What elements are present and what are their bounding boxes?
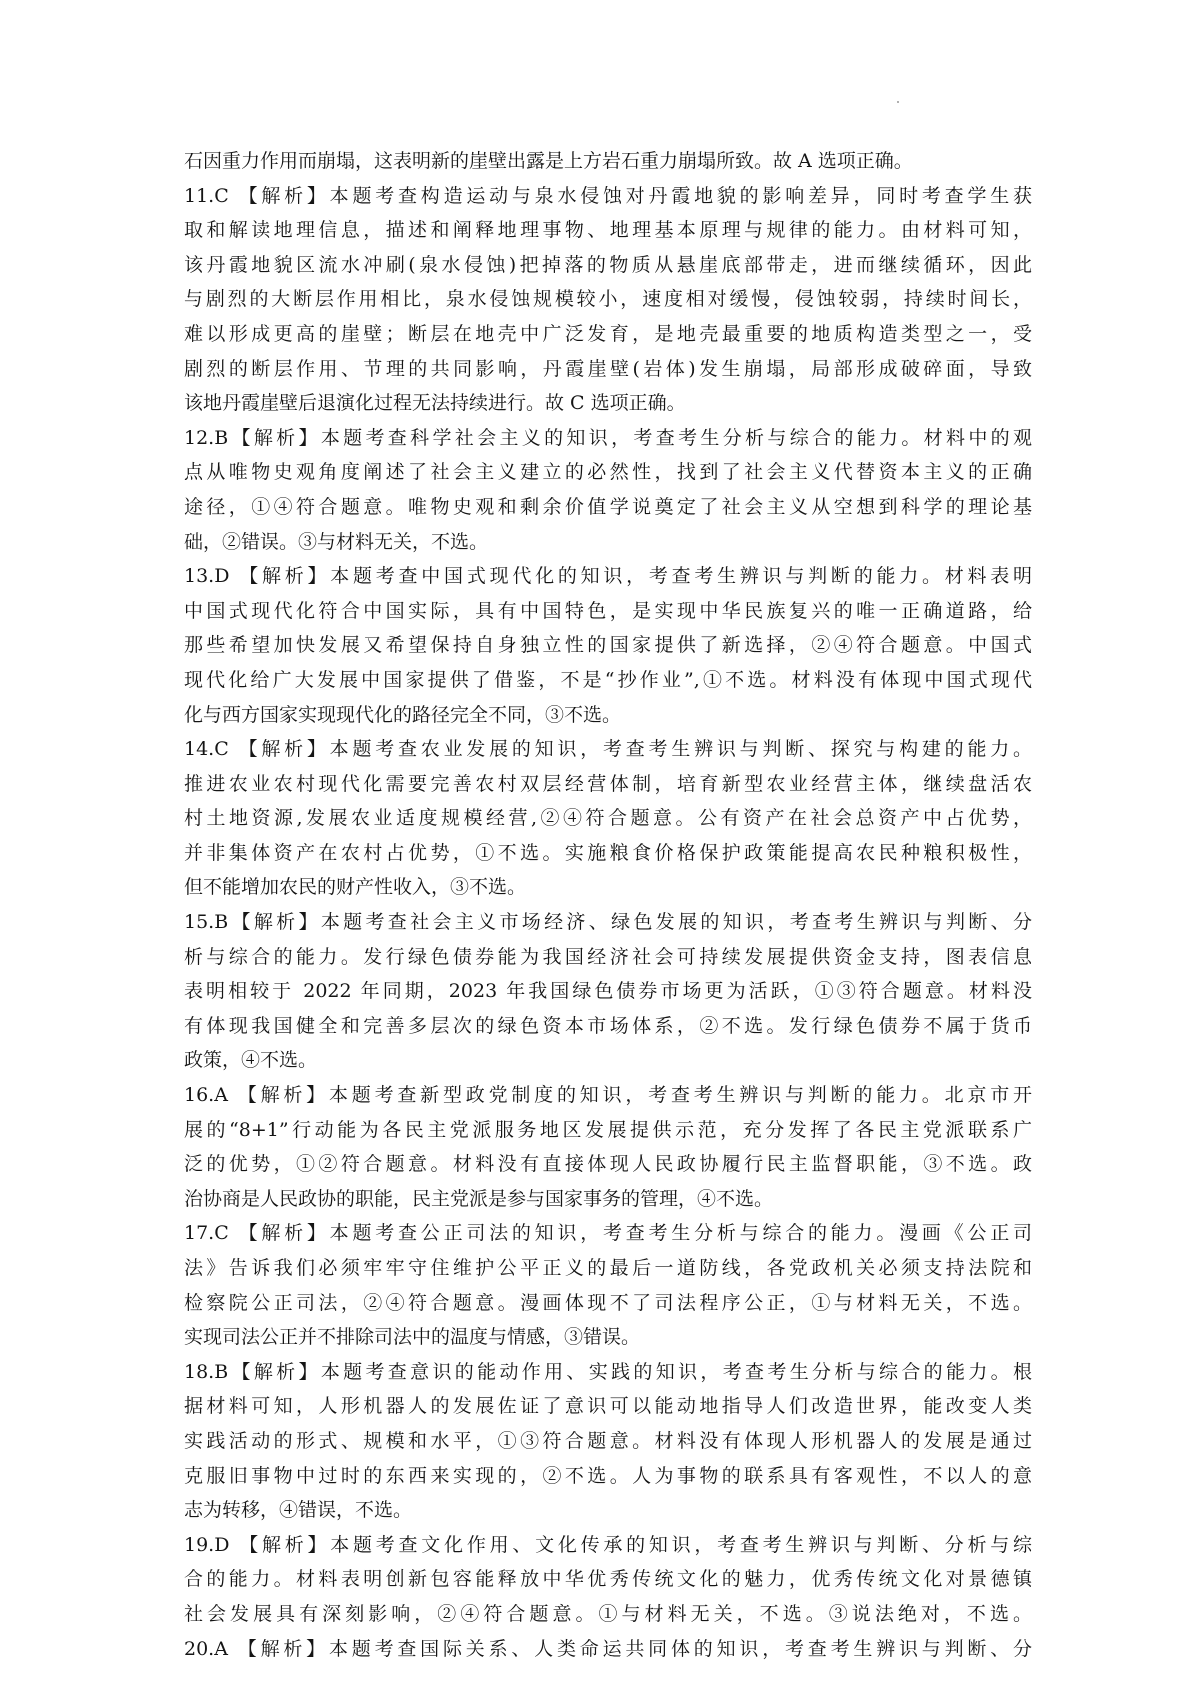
text-line: 该地丹霞崖壁后退演化过程无法持续进行。故 C 选项正确。 xyxy=(184,392,686,415)
text-line: 现代化给广大发展中国家提供了借鉴，不是“抄作业”,①不选。材料没有体现中国式现代 xyxy=(184,668,1032,691)
text-line: 克服旧事物中过时的东西来实现的，②不选。人为事物的联系具有客观性，不以人的意 xyxy=(184,1464,1032,1487)
text-line: 志为转移，④错误，不选。 xyxy=(184,1499,413,1522)
text-line: 实践活动的形式、规模和水平，①③符合题意。材料没有体现人形机器人的发展是通过 xyxy=(184,1429,1032,1452)
text-line: 村土地资源,发展农业适度规模经营,②④符合题意。公有资产在社会总资产中占优势， xyxy=(184,807,1032,830)
text-line: 泛的优势，①②符合题意。材料没有直接体现人民政协履行民主监督职能，③不选。政 xyxy=(184,1153,1032,1176)
text-line: 但不能增加农民的财产性收入，③不选。 xyxy=(184,876,527,899)
text-line: 表明相较于 2022 年同期，2023 年我国绿色债券市场更为活跃，①③符合题意。材料没 xyxy=(184,980,1032,1003)
text-line: 治协商是人民政协的职能，民主党派是参与国家事务的管理，④不选。 xyxy=(184,1187,774,1210)
text-line: 中国式现代化符合中国实际，具有中国特色，是实现中华民族复兴的唯一正确道路，给 xyxy=(184,599,1032,622)
text-line: 据材料可知，人形机器人的发展佐证了意识可以能动地指导人们改造世界，能改变人类 xyxy=(184,1395,1032,1418)
text-line: 17.C 【解析】本题考查公正司法的知识，考查考生分析与综合的能力。漫画《公正司 xyxy=(184,1222,1032,1245)
text-line: 法》告诉我们必须牢牢守住维护公平正义的最后一道防线，各党政机关必须支持法院和 xyxy=(184,1257,1032,1279)
text-line: 13.D 【解析】本题考查中国式现代化的知识，考查考生辨识与判断的能力。材料表明 xyxy=(184,565,1032,588)
text-line: 合的能力。材料表明创新包容能释放中华优秀传统文化的魅力，优秀传统文化对景德镇 xyxy=(184,1568,1032,1591)
text-line: 该丹霞地貌区流水冲刷(泉水侵蚀)把掉落的物质从悬崖底部带走，进而继续循环，因此 xyxy=(184,253,1032,276)
text-line: 析与综合的能力。发行绿色债券能为我国经济社会可持续发展提供资金支持，图表信息 xyxy=(184,945,1032,968)
text-line: 20.A 【解析】本题考查国际关系、人类命运共同体的知识，考查考生辨识与判断、分 xyxy=(184,1637,1032,1660)
text-line: 点从唯物史观角度阐述了社会主义建立的必然性，找到了社会主义代替资本主义的正确 xyxy=(184,461,1032,484)
text-line: 16.A 【解析】本题考查新型政党制度的知识，考查考生辨识与判断的能力。北京市开 xyxy=(184,1084,1032,1107)
text-line: 与剧烈的大断层作用相比，泉水侵蚀规模较小，速度相对缓慢，侵蚀较弱，持续时间长， xyxy=(184,288,1032,311)
text-line: 化与西方国家实现现代化的路径完全不同，③不选。 xyxy=(184,703,622,726)
text-line: 石因重力作用而崩塌，这表明新的崖壁出露是上方岩石重力崩塌所致。故 A 选项正确。 xyxy=(184,150,913,172)
scan-speck xyxy=(897,101,899,103)
text-line: 难以形成更高的崖壁；断层在地壳中广泛发育，是地壳最重要的地质构造类型之一，受 xyxy=(184,322,1032,345)
text-line: 剧烈的断层作用、节理的共同影响，丹霞崖壁(岩体)发生崩塌，局部形成破碎面，导致 xyxy=(184,357,1032,380)
text-line: 19.D 【解析】本题考查文化作用、文化传承的知识，考查考生辨识与判断、分析与综 xyxy=(184,1533,1032,1556)
text-line: 并非集体资产在农村占优势，①不选。实施粮食价格保护政策能提高农民种粮积极性， xyxy=(184,841,1032,864)
text-line: 推进农业农村现代化需要完善农村双层经营体制，培育新型农业经营主体，继续盘活农 xyxy=(184,772,1032,795)
text-line: 11.C 【解析】本题考查构造运动与泉水侵蚀对丹霞地貌的影响差异，同时考查学生获 xyxy=(184,184,1032,207)
text-line: 有体现我国健全和完善多层次的绿色资本市场体系，②不选。发行绿色债券不属于货币 xyxy=(184,1014,1032,1037)
text-line: 14.C 【解析】本题考查农业发展的知识，考查考生辨识与判断、探究与构建的能力。 xyxy=(184,738,1032,761)
text-line: 12.B【解析】本题考查科学社会主义的知识，考查考生分析与综合的能力。材料中的观 xyxy=(184,426,1032,449)
text-line: 18.B【解析】本题考查意识的能动作用、实践的知识，考查考生分析与综合的能力。根 xyxy=(184,1360,1032,1383)
text-line: 途径，①④符合题意。唯物史观和剩余价值学说奠定了社会主义从空想到科学的理论基 xyxy=(184,495,1032,518)
text-line: 础，②错误。③与材料无关，不选。 xyxy=(184,530,489,553)
text-line: 15.B【解析】本题考查社会主义市场经济、绿色发展的知识，考查考生辨识与判断、分 xyxy=(184,911,1032,934)
text-line: 取和解读地理信息，描述和阐释地理事物、地理基本原理与规律的能力。由材料可知， xyxy=(184,219,1032,242)
text-line: 展的“8+1”行动能为各民主党派服务地区发展提供示范，充分发挥了各民主党派联系广 xyxy=(184,1118,1032,1141)
answer-explanations xyxy=(184,144,1032,1666)
text-line: 检察院公正司法，②④符合题意。漫画体现不了司法程序公正，①与材料无关，不选。 xyxy=(184,1291,1032,1314)
text-line: 政策，④不选。 xyxy=(184,1049,318,1072)
text-line: 社会发展具有深刻影响，②④符合题意。①与材料无关，不选。③说法绝对，不选。 xyxy=(184,1602,1032,1625)
text-line: 实现司法公正并不排除司法中的温度与情感，③错误。 xyxy=(184,1326,641,1349)
text-line: 那些希望加快发展又希望保持自身独立性的国家提供了新选择，②④符合题意。中国式 xyxy=(184,634,1032,657)
